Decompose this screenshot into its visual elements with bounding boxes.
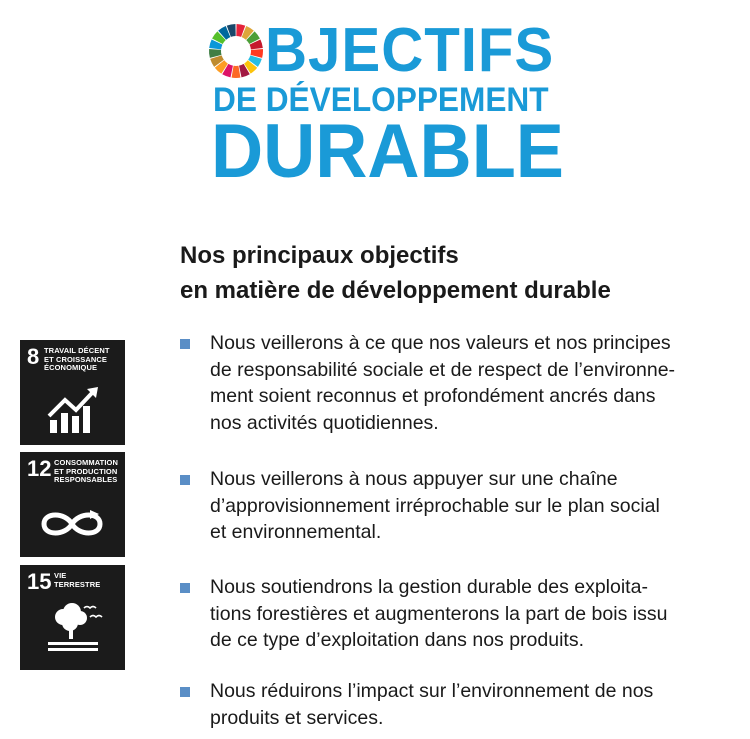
logo-line-de-developpement: DE DÉVELOPPEMENT [213,81,549,119]
sdg-logo [0,0,750,200]
tile-label-line: ET CROISSANCE [44,354,107,364]
list-item-text [210,678,720,731]
tree-birds-icon [20,565,125,670]
tile-label-line: ET PRODUCTION [54,466,118,476]
text-line: de responsabilité sociale et de respect de l’environne- [210,358,676,381]
text-line: nos activités quotidiennes. [210,411,439,434]
logo-line-durable: DURABLE [211,109,564,194]
tile-label-line: TERRESTRE [54,579,101,589]
tile-label-line: RESPONSABLES [54,475,118,484]
tile-label-line: ÉCONOMIQUE [44,363,98,372]
tile-label-line: CONSOMMATION [54,458,118,467]
text-line: Nous soutiendrons la gestion durable des exploita- [210,576,648,598]
tile-label-line: TRAVAIL DÉCENT [44,346,110,355]
bullet-square-icon [180,475,190,485]
sdg-tile-8 [20,340,125,445]
bullet-square-icon [180,687,190,697]
text-line: produits et services. [210,706,384,729]
text-line: et environnemental. [210,521,382,543]
tile-label-line: VIE [54,571,67,580]
list-item-text [210,330,720,436]
sdg-tile-15 [20,565,125,670]
tile-number: 12 [27,456,52,481]
text-line: tions forestières et augmenterons la part de bois issu [210,602,668,625]
text-line: Nous réduirons l’impact sur l’environnement de nos [210,680,654,702]
bullet-square-icon [180,339,190,349]
growth-chart-icon [20,340,125,445]
list-item-text [210,574,720,654]
section-heading [180,238,700,308]
tile-number: 8 [27,344,40,369]
bullet-square-icon [180,583,190,593]
text-line: d’approvisionnement irréprochable sur le plan social [210,494,660,517]
heading-line-2: en matière de développement durable [180,277,611,304]
sdg-color-wheel-icon [208,23,264,79]
text-line: de ce type d’exploitation dans nos produits. [210,629,584,651]
text-line: Nous veillerons à ce que nos valeurs et nos principes [210,332,671,354]
tile-number: 15 [27,569,52,594]
wheel-segment [232,66,241,78]
text-line: Nous veillerons à nous appuyer sur une chaîne [210,468,618,490]
heading-line-1: Nos principaux objectifs [180,242,459,269]
list-item-text [210,466,720,546]
infinity-loop-icon [20,452,125,557]
logo-title-bjectifs: BJECTIFS [265,16,555,85]
text-line: ment soient reconnus et profondément ancrés dans [210,385,656,407]
sdg-tile-12 [20,452,125,557]
